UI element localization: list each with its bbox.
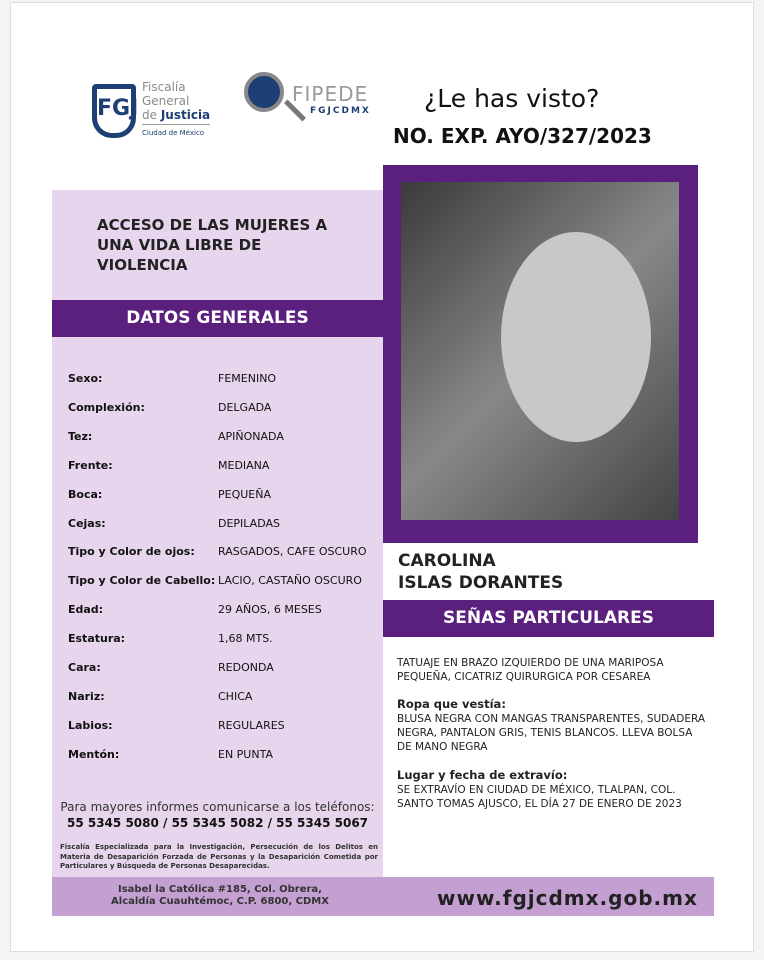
senas-particulares-header: SEÑAS PARTICULARES [383, 600, 714, 637]
datos-label: Tipo y Color de ojos: [68, 545, 195, 559]
datos-label: Frente: [68, 458, 113, 472]
photo-frame [383, 165, 698, 543]
datos-label: Mentón: [68, 747, 120, 761]
person-name [398, 550, 563, 594]
fgj-sub: Ciudad de México [142, 124, 210, 140]
website-link[interactable]: www.fgjcdmx.gob.mx [437, 886, 698, 910]
address-line2: Alcaldía Cuauhtémoc, C.P. 6800, CDMX [111, 896, 329, 907]
address-line1: Isabel la Católica #185, Col. Obrera, [118, 884, 322, 895]
program-title: ACCESO DE LAS MUJERES A UNA VIDA LIBRE DE VIOLENCIA [97, 216, 328, 274]
fgj-logo: FGJ [92, 84, 136, 138]
left-panel [52, 190, 383, 877]
fgj-line3a: de [142, 108, 161, 122]
lugar-text: SE EXTRAVÍO EN CIUDAD DE MÉXICO, TLALPAN, COL. SANTO TOMAS AJUSCO, EL DÍA 27 DE ENERO DE 2023 [397, 784, 682, 810]
datos-value: 1,68 MTS. [218, 632, 273, 646]
datos-label: Tipo y Color de Cabello: [68, 574, 216, 588]
datos-generales-header: DATOS GENERALES [52, 300, 383, 337]
fipede-logo-sub: FGJCDMX [310, 106, 371, 116]
datos-value: APIÑONADA [218, 429, 284, 443]
fgj-line3b: Justicia [160, 108, 211, 122]
datos-label: Edad: [68, 603, 104, 617]
fgj-line2: General [142, 94, 190, 108]
ropa-text: BLUSA NEGRA CON MANGAS TRANSPARENTES, SUDADERA NEGRA, PANTALON GRIS, TENIS BLANCOS. LLEVA BOLSA DE MANO NEGRA [397, 713, 706, 753]
datos-label: Estatura: [68, 632, 126, 646]
face-placeholder [501, 232, 651, 442]
lugar-label: Lugar y fecha de extravío: [397, 768, 568, 782]
datos-value: FEMENINO [218, 372, 277, 385]
fiscalia-text: Fiscalía Especializada para la Investigación, Persecución de los Delitos en Materia de Desaparición Forzada de Personas y la Desaparición Cometida por Particulares y Búsqueda de Personas Desaparecidas. [60, 843, 378, 870]
address [80, 884, 360, 908]
datos-label: Tez: [68, 429, 93, 443]
datos-label: Boca: [68, 487, 103, 501]
fipede-logo-text: FIPEDE [292, 82, 369, 106]
datos-value: EN PUNTA [218, 747, 273, 761]
lugar-section [397, 768, 707, 811]
fgj-logo-text [142, 80, 210, 140]
datos-value: REDONDA [218, 661, 274, 674]
datos-value: 29 AÑOS, 6 MESES [218, 603, 322, 617]
contact-line: Para mayores informes comunicarse a los teléfonos: [60, 800, 375, 814]
datos-label: Complexión: [68, 400, 145, 414]
datos-label: Cara: [68, 661, 101, 674]
datos-value: MEDIANA [218, 458, 270, 472]
datos-value: REGULARES [218, 718, 285, 732]
datos-value: PEQUEÑA [218, 487, 271, 501]
expediente-number: NO. EXP. AYO/327/2023 [393, 124, 652, 148]
datos-value: CHICA [218, 689, 253, 703]
datos-value: DEPILADAS [218, 516, 280, 530]
first-name: CAROLINA [398, 551, 496, 571]
datos-label: Sexo: [68, 372, 103, 385]
contact-phones: 55 5345 5080 / 55 5345 5082 / 55 5345 5067 [66, 816, 369, 830]
datos-value: RASGADOS, CAFE OSCURO [218, 545, 367, 559]
contact-info [52, 800, 383, 830]
last-names: ISLAS DORANTES [398, 573, 564, 593]
poster-title: ¿Le has visto? [424, 84, 600, 113]
datos-value: DELGADA [218, 400, 272, 414]
ropa-section [397, 697, 707, 754]
ropa-label: Ropa que vestía: [397, 697, 506, 711]
datos-label: Nariz: [68, 689, 105, 703]
datos-value: LACIO, CASTAÑO OSCURO [218, 574, 362, 588]
senas-text: TATUAJE EN BRAZO IZQUIERDO DE UNA MARIPOSA PEQUEÑA, CICATRIZ QUIRURGICA POR CESAREA [397, 657, 664, 683]
datos-label: Labios: [68, 718, 113, 732]
datos-label: Cejas: [68, 516, 106, 530]
missing-person-photo [401, 182, 679, 520]
magnifier-puzzle-icon [244, 72, 284, 112]
fgj-line1: Fiscalía [142, 80, 186, 94]
